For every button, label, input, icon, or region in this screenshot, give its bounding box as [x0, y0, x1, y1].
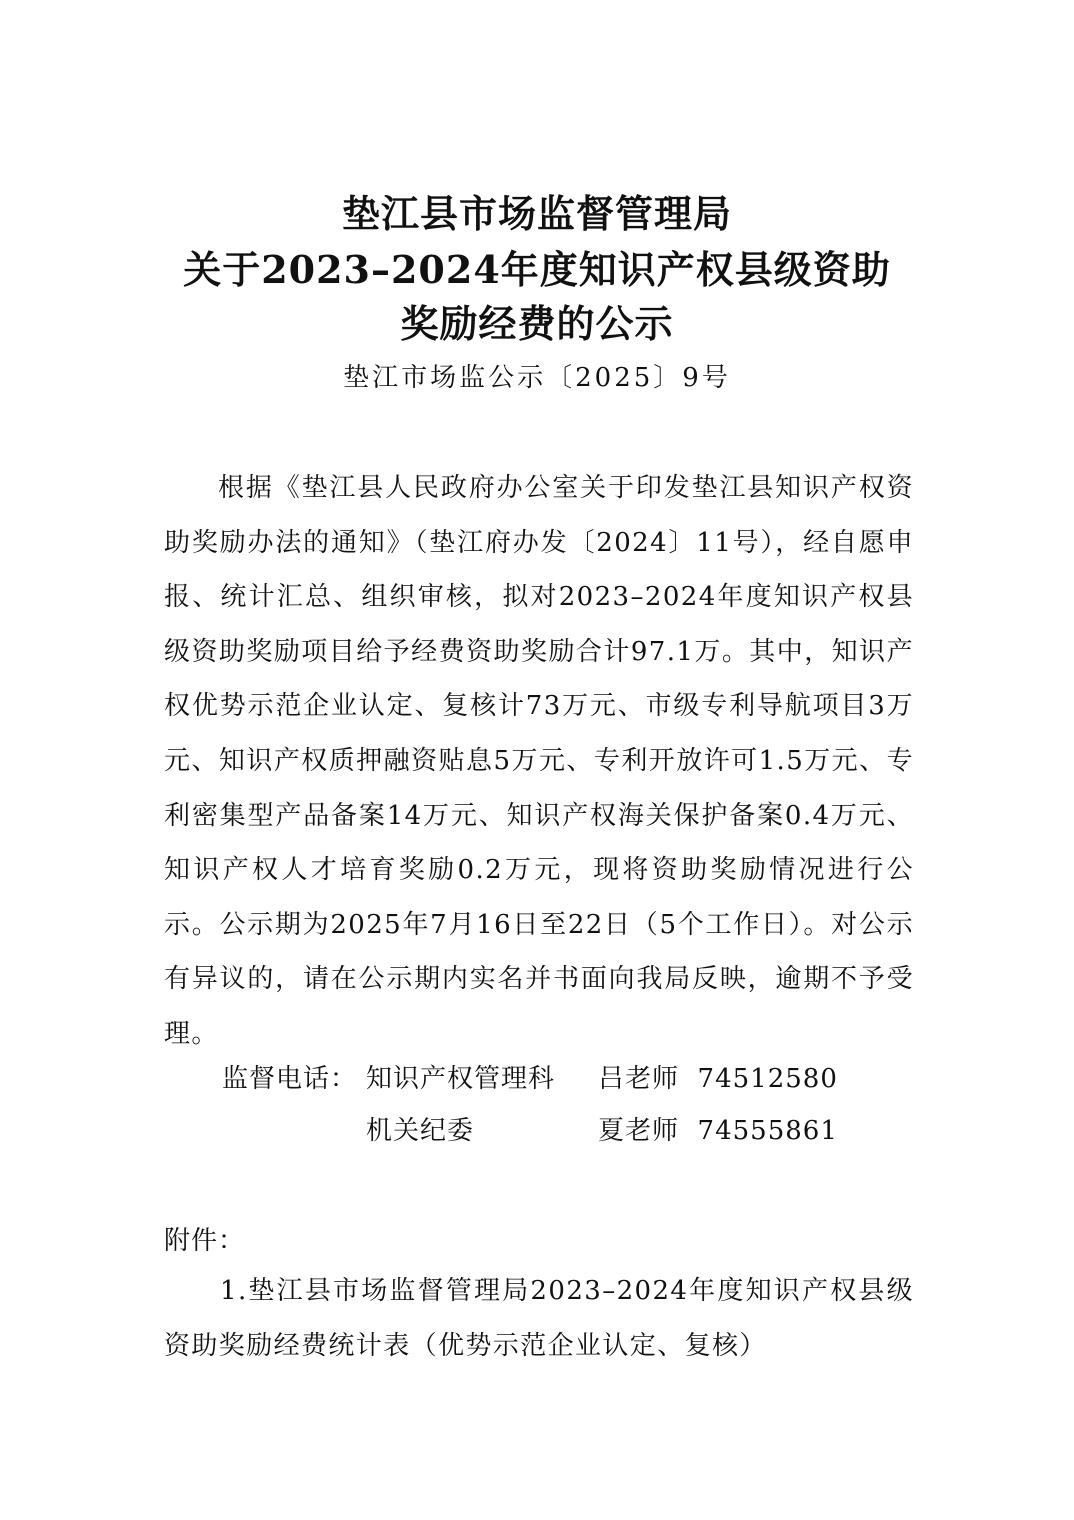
body-paragraph: 根据《垫江县人民政府办公室关于印发垫江县知识产权资助奖励办法的通知》（垫江府办发〔2024〕11号），经自愿申报、统计汇总、组织审核，拟对2023–2024年度知识产权县级资助奖励项目给予经费资助奖励合计97.1万。其中，知识产权优势示范企业认定、复核计73万元、市级专利导航项目3万元、知识产权质押融资贴息5万元、专利开放许可1.5万元、专利密集型产品备案14万元、知识产权海关保护备案0.4万元、知识产权人才培育奖励0.2万元，现将资助奖励情况进行公示。公示期为2025年7月16日至22日（5个工作日）。对公示有异议的，请在公示期内实名并书面向我局反映，逾期不予受理。: [164, 473, 914, 1049]
document-number: 垫江市场监公示〔2025〕9号: [343, 363, 731, 393]
attachment-item-1: 1.垫江县市场监督管理局2023–2024年度知识产权县级资助奖励经费统计表（优势示范企业认定、复核）: [164, 1276, 914, 1361]
contact-person-1: 吕老师 74512580: [598, 1064, 838, 1094]
title-line-1: 垫江县市场监督管理局: [341, 191, 732, 236]
contact-dept-1: 知识产权管理科: [366, 1064, 556, 1094]
contact-person-2: 夏老师 74555861: [598, 1116, 838, 1146]
attachments-label: 附件：: [164, 1226, 246, 1256]
title-line-2: 关于2023–2024年度知识产权县级资助: [183, 247, 891, 292]
contact-dept-2: 机关纪委: [366, 1116, 475, 1146]
contact-label: 监督电话：: [222, 1064, 358, 1094]
title-line-3: 奖励经费的公示: [400, 301, 674, 346]
